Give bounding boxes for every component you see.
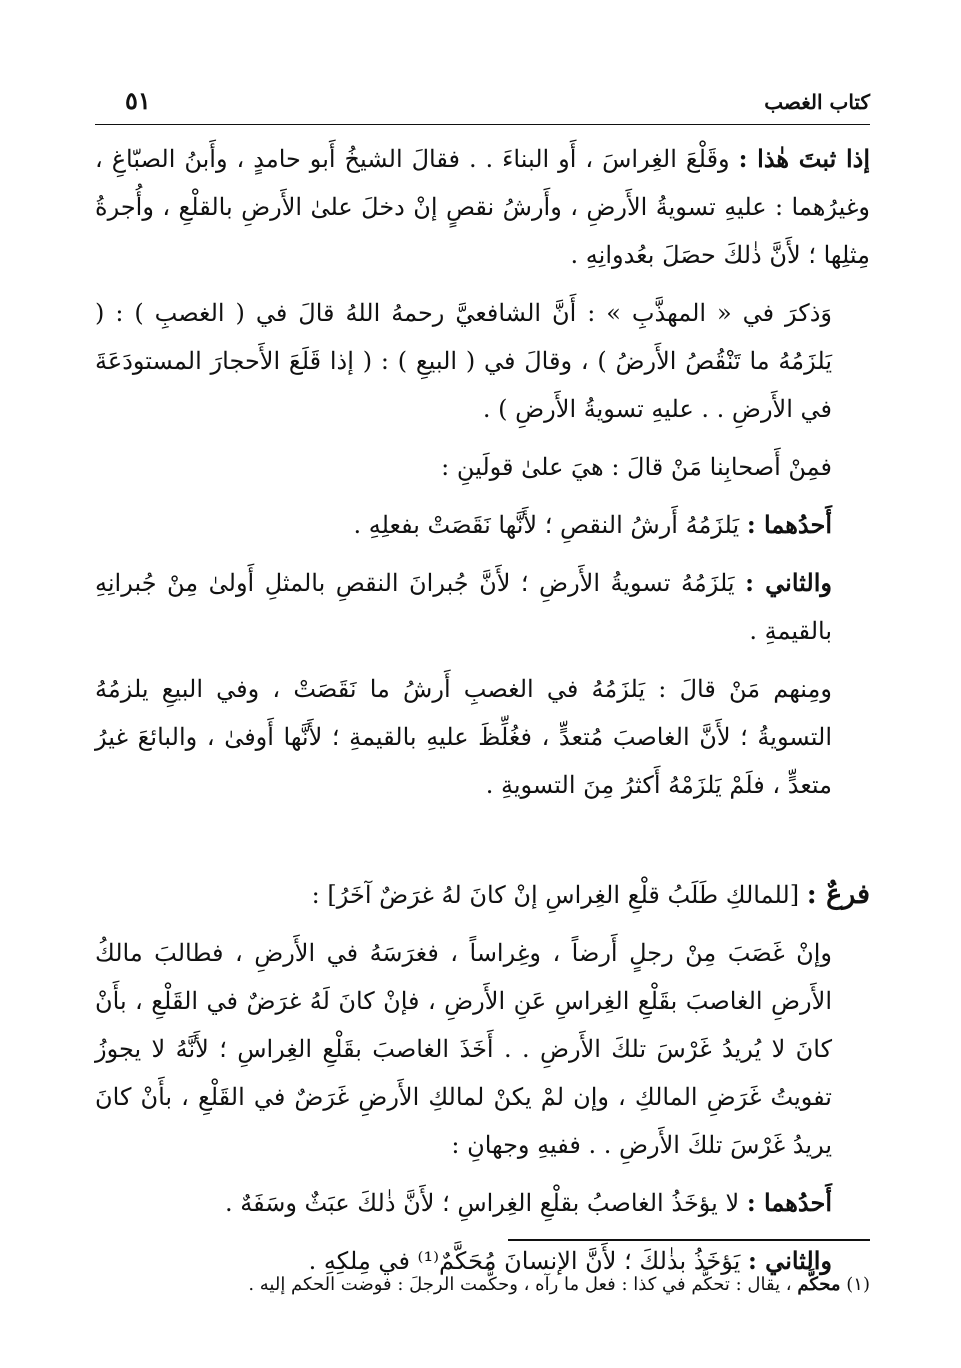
paragraph: [95, 443, 870, 491]
paragraph: [95, 135, 870, 279]
paragraph: [95, 559, 870, 655]
paragraph-lead: والثاني :: [745, 568, 832, 597]
paragraph-text: فمِنْ أَصحابِنا مَنْ قالَ : هيَ علىٰ قولَينِ :: [441, 453, 832, 481]
paragraph-text: يَلزَمُهُ تسويةُ الأَرضِ ؛ لأَنَّ جُبرانَ النقصِ بالمثلِ أَولىٰ مِنْ جُبرانِهِ بالقيمةِ .: [95, 569, 832, 645]
paragraph-text: لا يؤخَذُ الغاصبُ بقلْعِ الغِراسِ ؛ لأَنَّ ذٰلكَ عبَثٌ وسَفَهٌ .: [224, 1189, 740, 1217]
paragraph: [95, 665, 870, 809]
footnote-rule: [508, 1239, 870, 1241]
page-header: [95, 86, 870, 122]
page-body: [95, 135, 870, 1295]
paragraph-text: وَذكرَ في « المهذَّبِ » : أَنَّ الشافعيَّ رحمهُ اللهُ قالَ في ( الغصبِ ) : ( يَلزَمُهُ ما تَنْقُصُ الأَرضُ ) ، وقالَ في ( البيعِ ) : ( إذا قَلَعَ الأَحجارَ المستودَعَةَ في الأَرضِ . . عليهِ تسويةُ الأَرضِ ) .: [95, 299, 832, 423]
subsection-lead: فرعٌ :: [806, 879, 870, 910]
running-title: كتاب الغصب: [764, 90, 870, 114]
paragraph-text: ومِنهم مَنْ قالَ : يَلزَمُهُ في الغصبِ أَرشُ ما نَقَصَتْ ، وفي البيعِ يلزمُهُ التسويةُ ؛ لأَنَّ الغاصبَ مُتعدٍّ ، فغُلِّظَ عليهِ بالقيمةِ ؛ لأَنَّها أَوفىٰ ، والبائعَ غيرُ متعدٍّ ، فلَمْ يَلزَمْهُ أَكثرُ مِنَ التسويةِ .: [95, 675, 832, 799]
footnote: [95, 1270, 870, 1300]
paragraph: [95, 501, 870, 549]
footnote-term: محكَّم: [797, 1274, 841, 1295]
footnote-text: ، يقال : تحكَّم في كذا : فعل ما رآه ، وحكَّمت الرجلَ : فوضت الحكم إليه .: [248, 1274, 792, 1295]
page-number: ٥١: [125, 86, 151, 115]
subsection-heading: [95, 871, 870, 919]
paragraph-lead: إذا ثبتَ هٰذا :: [738, 144, 870, 173]
paragraph-lead: أَحدُهما :: [746, 1188, 832, 1217]
paragraph-text: يَلزَمُهُ أَرشُ النقصِ ؛ لأَنَّها نَقَصَتْ بفعلِهِ .: [353, 511, 740, 539]
paragraph-text: وقَلْعَ الغِراسَ ، أَو البناءَ . . فقالَ الشيخُ أَبو حامدٍ ، وأَبنُ الصبّاغِ ، وغيرُهما : عليهِ تسويةُ الأَرضِ ، وأَرشُ نقصٍ إنْ دخلَ علىٰ الأَرضِ بالقلْعِ ، وأُجرةُ مِثلِها ؛ لأَنَّ ذٰلكَ حصَلَ بعُدوانِهِ .: [95, 145, 870, 269]
header-rule: [95, 124, 870, 125]
section-gap: [95, 819, 870, 871]
paragraph: [95, 929, 870, 1169]
paragraph-lead: والثاني :: [747, 1246, 832, 1275]
paragraph-text: وإنْ غَصَبَ مِنْ رجلٍ أَرضاً ، وغِراساً ، فغرَسَهُ في الأَرضِ ، فطالبَ مالكُ الأَرضِ الغاصبَ بقَلْعِ الغِراسِ عَنِ الأَرضِ ، فإنْ كانَ لَهُ غرَضٌ في القَلْعِ ، بأَنْ كانَ لا يُريدُ غَرْسَ تلكَ الأَرضِ . . أَخَذَ الغاصبَ بقَلْعِ الغِراسِ ؛ لأَنَّهُ لا يجوزُ تفويتُ غَرَضِ المالكِ ، وإن لمْ يكنْ لمالكِ الأَرضِ غَرَضٌ في القَلْعِ ، بأَنْ كانَ يريدُ غَرْسَ تلكَ الأَرضِ . . ففيهِ وجهانِ :: [95, 939, 832, 1159]
footnote-marker: (١): [846, 1274, 870, 1295]
subsection-title: [للمالكِ طَلَبُ قلْعِ الغِراسِ إنْ كانَ لهُ غرَضٌ آخَرُ] :: [311, 881, 800, 909]
paragraph: [95, 289, 870, 433]
paragraph: [95, 1179, 870, 1227]
paragraph-text: يَؤخَذُ بذٰلكَ ؛ لأَنَّ الإنسانَ مُحَكَّمٌ⁽¹⁾ في مِلكِهِ .: [308, 1247, 741, 1275]
paragraph-lead: أَحدُهما :: [746, 510, 832, 539]
